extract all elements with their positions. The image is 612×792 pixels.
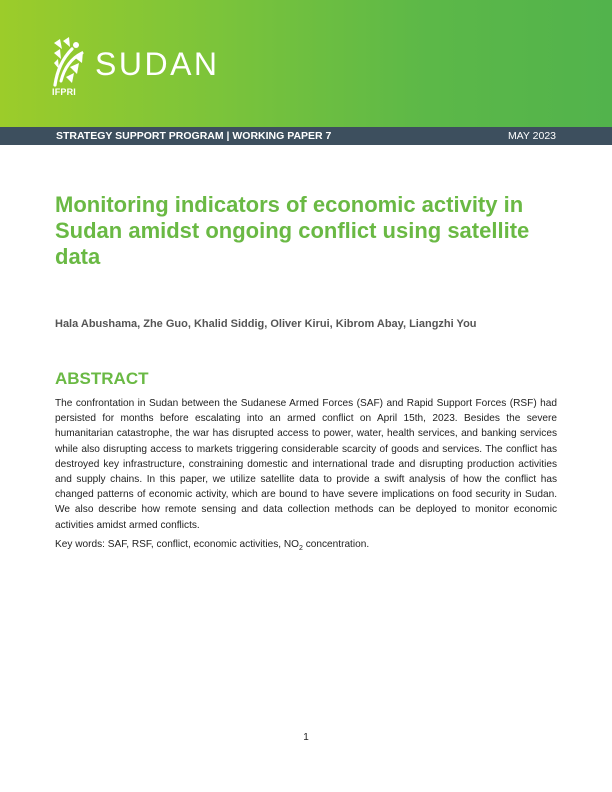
keywords-subscript: 2 bbox=[299, 545, 303, 553]
abstract-body: The confrontation in Sudan between the Sudanese Armed Forces (SAF) and Rapid Support Forces (RSF) had persisted for months before escalating into an armed conflict on April 15th, 2023. Besides the severe humanitarian catastrophe, the war has disrupted access to power, water, health services, and banking services while also disrupting access to markets triggering considerable scarcity of goods and services. The conflict has destroyed key infrastructure, constraining domestic and international trade and disrupting production activities and supply chains. In this paper, we utilize satellite data to provide a swift analysis of how the conflict has changed patterns of economic activity, which are bound to have severe implications on food security in Sudan. We also describe how remote sensing and data collection methods can be deployed to monitor economic activities amidst armed conflicts. bbox=[55, 398, 557, 531]
publication-date: MAY 2023 bbox=[507, 130, 556, 142]
ifpri-logo-icon bbox=[52, 37, 86, 89]
org-label: IFPRI bbox=[52, 87, 77, 97]
header-banner bbox=[0, 0, 612, 127]
keywords-line bbox=[55, 537, 557, 556]
series-label: STRATEGY SUPPORT PROGRAM | WORKING PAPER 7 bbox=[56, 130, 332, 142]
page-number: 1 bbox=[303, 732, 309, 743]
series-bar bbox=[0, 127, 612, 145]
keywords-text: Key words: SAF, RSF, conflict, economic activities, NO bbox=[55, 539, 300, 550]
keywords-suffix: concentration. bbox=[302, 539, 370, 550]
author-list: Hala Abushama, Zhe Guo, Khalid Siddig, Oliver Kirui, Kibrom Abay, Liangzhi You bbox=[55, 318, 477, 330]
paper-title: Monitoring indicators of economic activity in Sudan amidst ongoing conflict using satellite data bbox=[55, 192, 530, 269]
brand-title: SUDAN bbox=[95, 46, 220, 82]
abstract-heading: ABSTRACT bbox=[55, 369, 149, 388]
